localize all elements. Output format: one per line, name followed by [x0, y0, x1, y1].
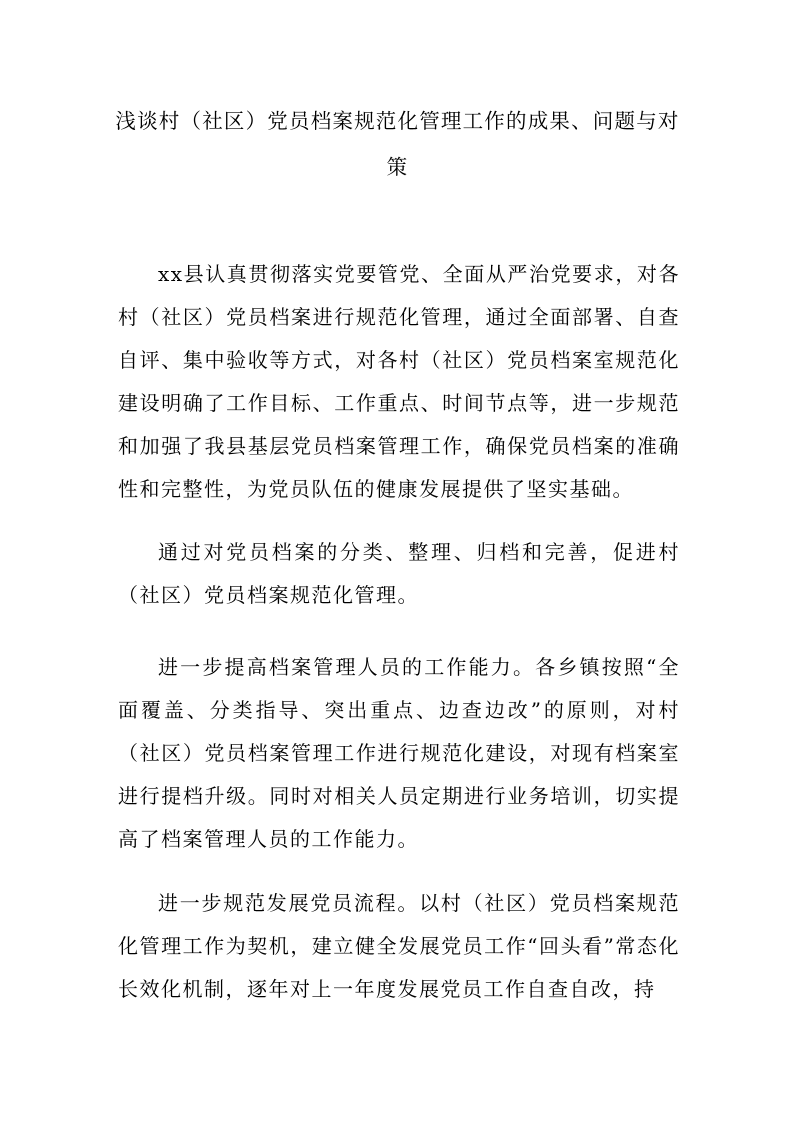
paragraph-3: 进一步提高档案管理人员的工作能力。各乡镇按照“全面覆盖、分类指导、突出重点、边查边改”的原则，对村（社区）党员档案管理工作进行规范化建设，对现有档案室进行提档升级。同时对相关人员定期进行业务培训，切实提高了档案管理人员的工作能力。: [118, 655, 680, 851]
paragraph-2: 通过对党员档案的分类、整理、归档和完善，促进村（社区）党员档案规范化管理。: [118, 540, 680, 607]
paragraph-1: xx县认真贯彻落实党要管党、全面从严治党要求，对各村（社区）党员档案进行规范化管理，通过全面部署、自查自评、集中验收等方式，对各村（社区）党员档案室规范化建设明确了工作目标、工作重点、时间节点等，进一步规范和加强了我县基层党员档案管理工作，确保党员档案的准确性和完整性，为党员队伍的健康发展提供了坚实基础。: [118, 262, 680, 501]
paragraph-4: 进一步规范发展党员流程。以村（社区）党员档案规范化管理工作为契机，建立健全发展党员工作“回头看”常态化长效化机制，逐年对上一年度发展党员工作自查自改，持: [118, 891, 680, 1001]
document-title: 浅谈村（社区）党员档案规范化管理工作的成果、问题与对策: [115, 109, 680, 179]
